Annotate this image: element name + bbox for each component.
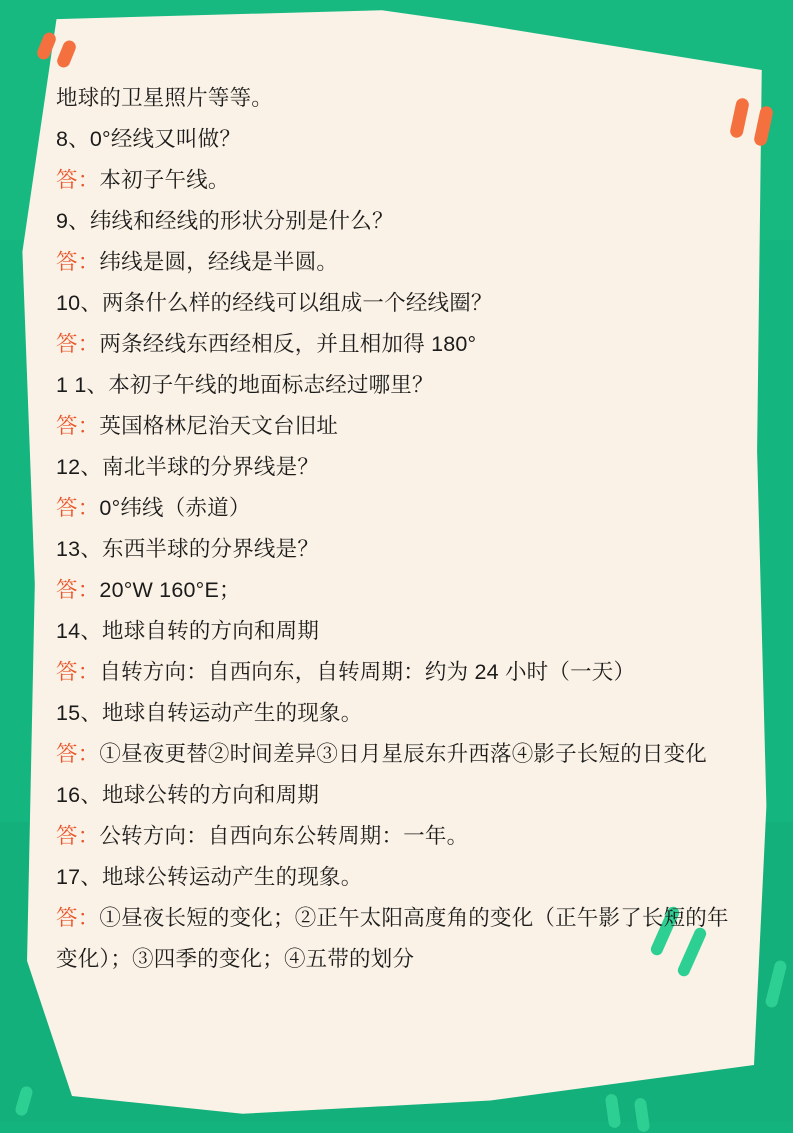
question-line bbox=[56, 119, 742, 160]
line-text: 纬线是圆，经线是半圆。 bbox=[99, 250, 339, 274]
line-text: 8、0°经线又叫做？ bbox=[56, 127, 242, 151]
answer-label: 答： bbox=[56, 168, 100, 192]
answer-line bbox=[56, 816, 742, 857]
question-line bbox=[56, 283, 742, 324]
line-text: 公转方向：自西向东公转周期：一年。 bbox=[99, 824, 469, 848]
question-line bbox=[56, 447, 742, 488]
answer-line bbox=[56, 242, 742, 283]
answer-line bbox=[56, 160, 742, 201]
line-text: 地球的卫星照片等等。 bbox=[56, 86, 274, 110]
line-text: ①昼夜更替②时间差异③日月星辰东升西落④影子长短的日变化 bbox=[99, 742, 708, 766]
line-text: 10、两条什么样的经线可以组成一个经线圈？ bbox=[56, 291, 493, 315]
answer-label: 答： bbox=[56, 496, 100, 520]
line-text: 0°纬线（赤道） bbox=[99, 496, 251, 520]
question-line bbox=[56, 611, 742, 652]
answer-label: 答： bbox=[56, 660, 100, 684]
answer-line bbox=[56, 570, 742, 611]
line-text: 本初子午线。 bbox=[99, 168, 230, 192]
answer-label: 答： bbox=[56, 332, 100, 356]
line-text: 17、地球公转运动产生的现象。 bbox=[56, 865, 363, 889]
line-text: 12、南北半球的分界线是？ bbox=[56, 455, 320, 479]
question-line bbox=[56, 693, 742, 734]
answer-label: 答： bbox=[56, 250, 100, 274]
line-text: 15、地球自转运动产生的现象。 bbox=[56, 701, 363, 725]
line-text: 英国格林尼治天文台旧址 bbox=[99, 414, 339, 438]
line-text: 9、纬线和经线的形状分别是什么？ bbox=[56, 209, 394, 233]
answer-line bbox=[56, 488, 742, 529]
question-line bbox=[56, 78, 742, 119]
answer-label: 答： bbox=[56, 578, 100, 602]
question-line bbox=[56, 775, 742, 816]
line-text: ①昼夜长短的变化；②正午太阳高度角的变化（正午影了长短的年变化）；③四季的变化；④五带的划分 bbox=[56, 906, 729, 971]
line-text: 13、东西半球的分界线是？ bbox=[56, 537, 320, 561]
answer-line bbox=[56, 898, 742, 980]
answer-label: 答： bbox=[56, 824, 100, 848]
line-text: 16、地球公转的方向和周期 bbox=[56, 783, 320, 807]
line-text: 20°W 160°E； bbox=[99, 578, 241, 602]
question-line bbox=[56, 857, 742, 898]
line-text: 两条经线东西经相反，并且相加得 180° bbox=[99, 332, 477, 356]
document-body bbox=[56, 78, 742, 980]
line-text: 1 1、本初子午线的地面标志经过哪里？ bbox=[56, 373, 434, 397]
answer-label: 答： bbox=[56, 414, 100, 438]
answer-label: 答： bbox=[56, 906, 100, 930]
answer-line bbox=[56, 324, 742, 365]
question-line bbox=[56, 529, 742, 570]
question-line bbox=[56, 365, 742, 406]
answer-line bbox=[56, 406, 742, 447]
question-line bbox=[56, 201, 742, 242]
line-text: 自转方向：自西向东，自转周期：约为 24 小时（一天） bbox=[99, 660, 636, 684]
line-text: 14、地球自转的方向和周期 bbox=[56, 619, 320, 643]
answer-label: 答： bbox=[56, 742, 100, 766]
answer-line bbox=[56, 734, 742, 775]
answer-line bbox=[56, 652, 742, 693]
